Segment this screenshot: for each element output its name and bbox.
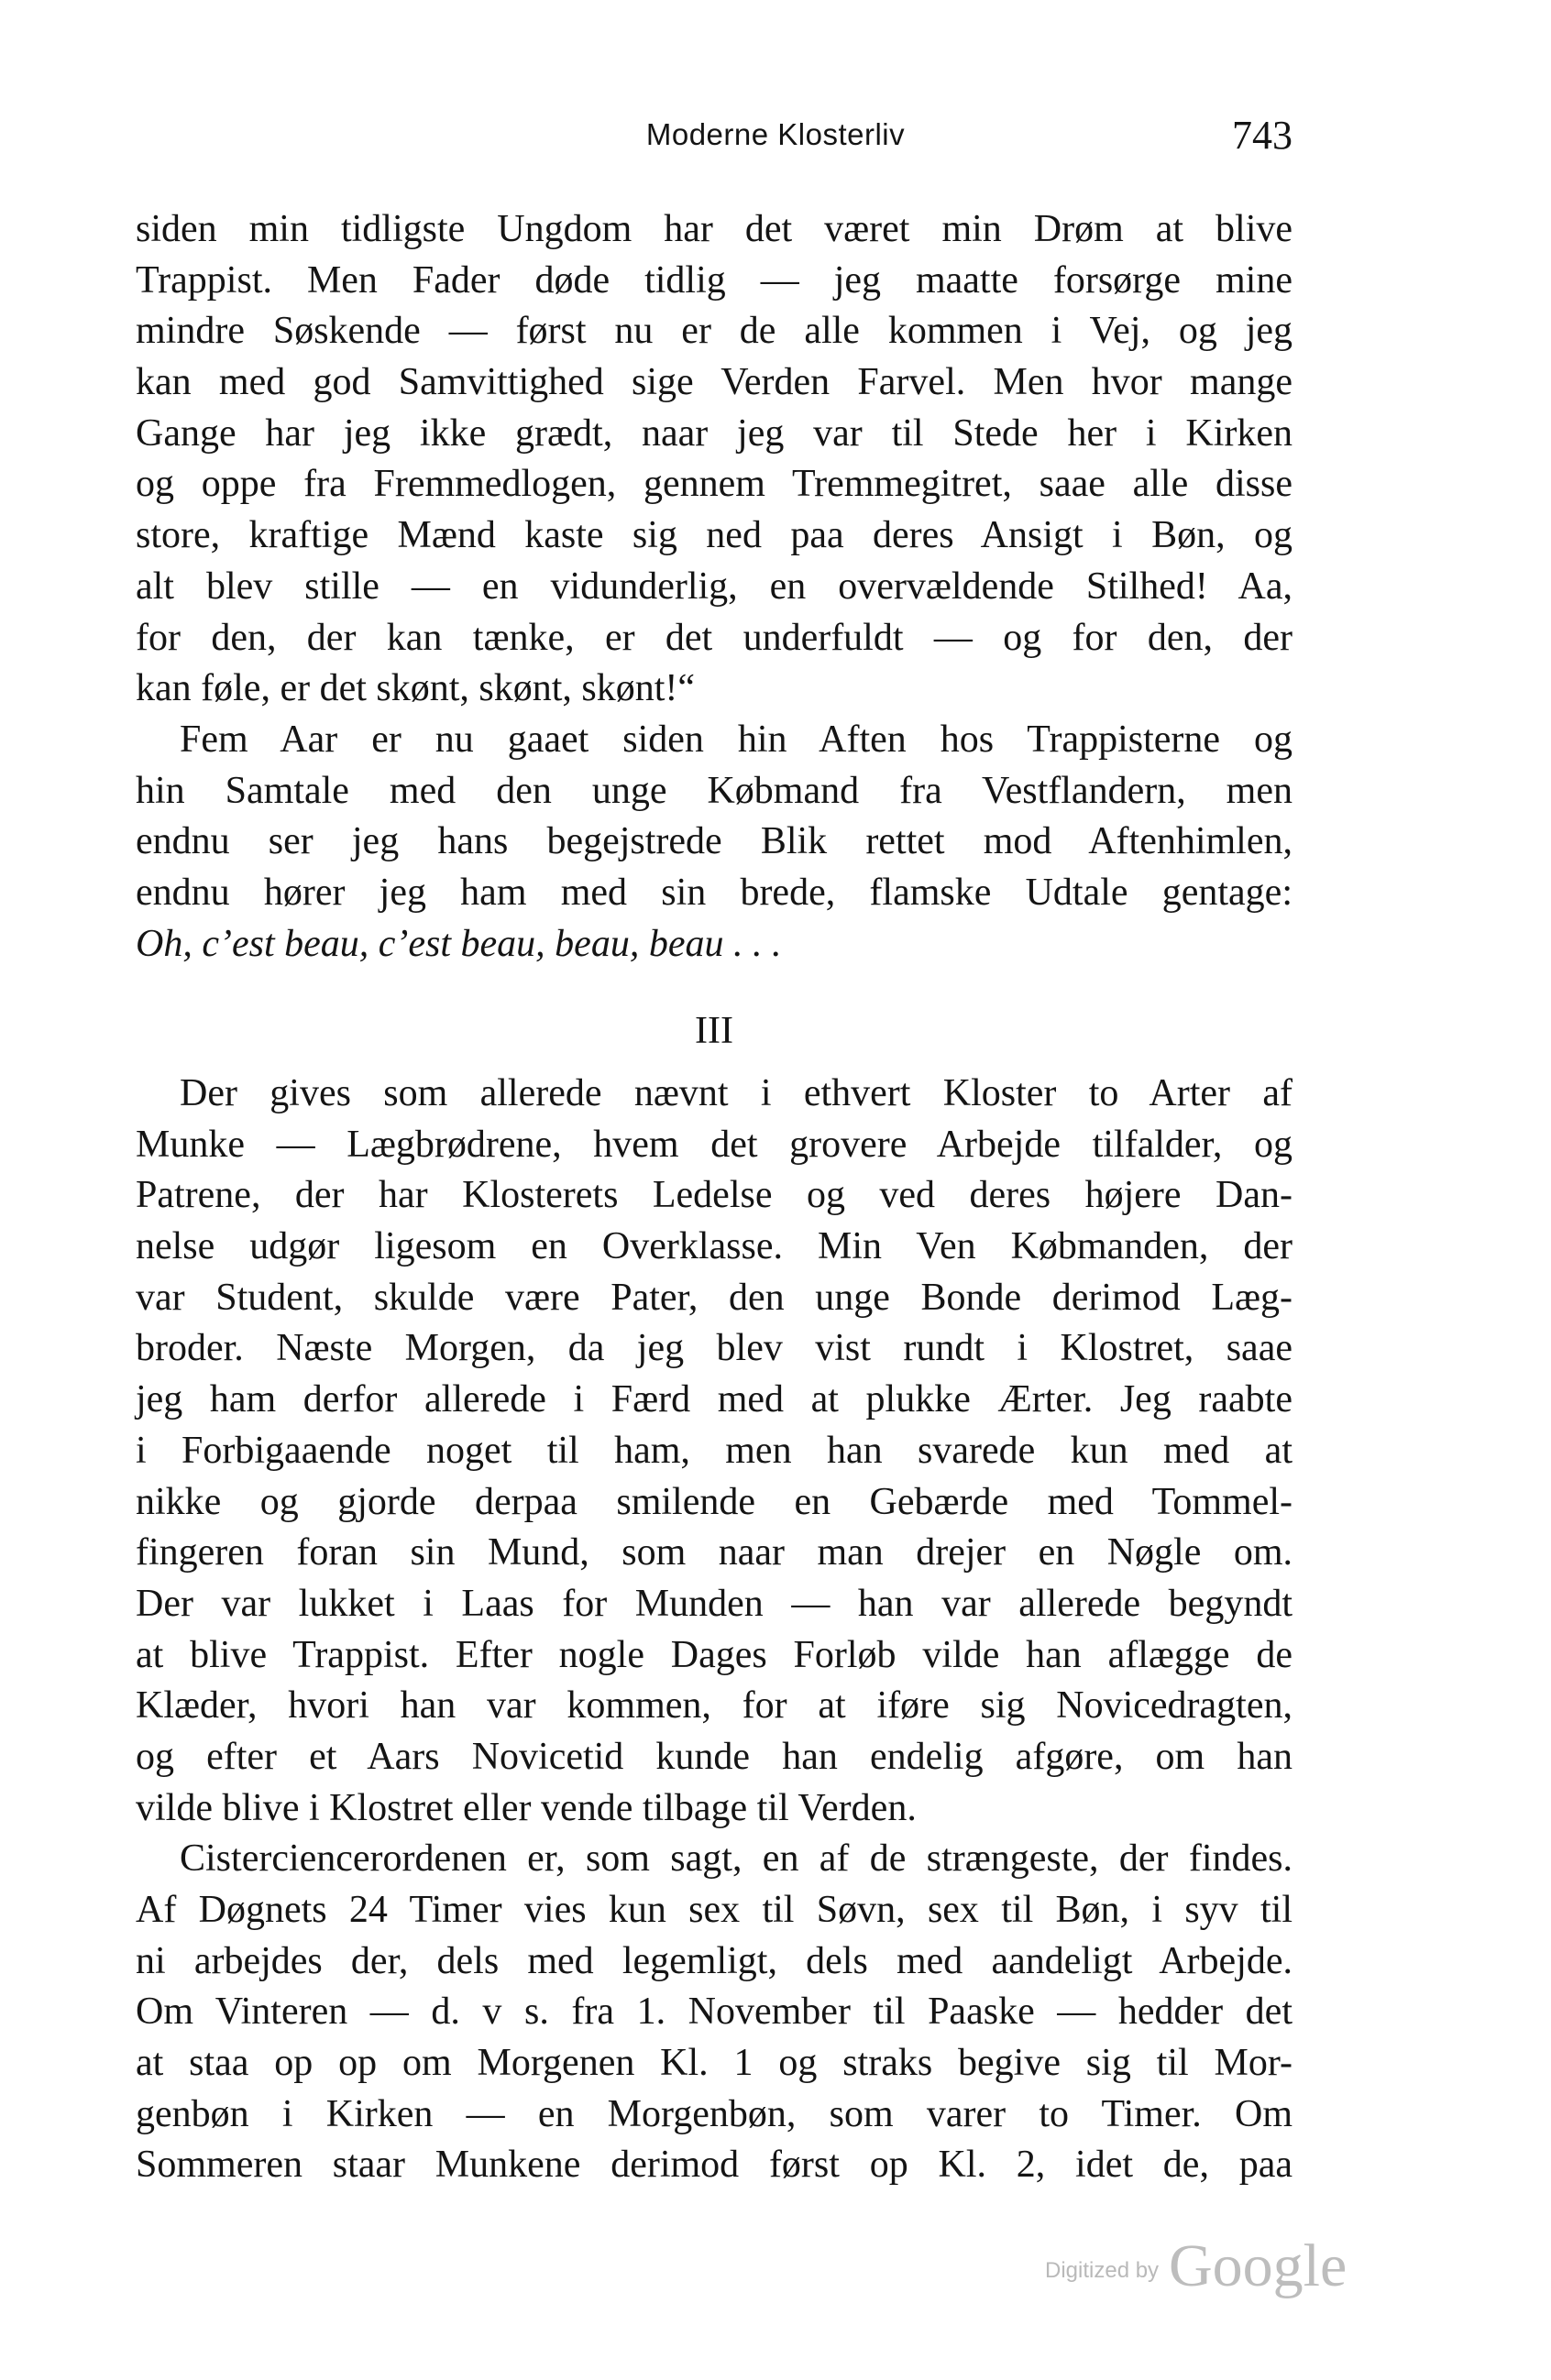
text-line: og efter et Aars Novicetid kunde han endelig afgøre, om han <box>136 1735 1292 1778</box>
text-line: broder. Næste Morgen, da jeg blev vist rundt i Klostret, saae <box>136 1327 1292 1370</box>
text-line: fingeren foran sin Mund, som naar man drejer en Nøgle om. <box>136 1531 1292 1574</box>
text-line: Af Døgnets 24 Timer vies kun sex til Søvn, sex til Bøn, i syv til <box>136 1889 1292 1931</box>
text-line: hin Samtale med den unge Købmand fra Vestflandern, men <box>136 769 1292 812</box>
text-line: genbøn i Kirken — en Morgenbøn, som varer to Timer. Om <box>136 2092 1292 2135</box>
text-line: ni arbejdes der, dels med legemligt, dels med aandeligt Arbejde. <box>136 1939 1292 1982</box>
text-line: og oppe fra Fremmedlogen, gennem Tremmegitret, saae alle disse <box>136 463 1292 506</box>
paragraph-start-line: Der gives som allerede nævnt i ethvert Kloster to Arter af <box>180 1072 1292 1114</box>
text-line: mindre Søskende — først nu er de alle kommen i Vej, og jeg <box>136 310 1292 353</box>
text-line: i Forbigaaende noget til ham, men han svarede kun med at <box>136 1429 1292 1472</box>
running-title: Moderne Klosterliv <box>645 117 906 151</box>
page-number: 743 <box>1232 113 1292 158</box>
text-line: for den, der kan tænke, er det underfuldt — og for den, der <box>136 616 1292 659</box>
paragraph-start-line: Fem Aar er nu gaaet siden hin Aften hos Trappisterne og <box>180 718 1292 761</box>
digitized-by-label: Digitized by <box>1045 2258 1160 2283</box>
text-line: Om Vinteren — d. v s. fra 1. November til Paaske — hedder det <box>136 1991 1292 2034</box>
italic-quote-line: Oh, c’est beau, c’est beau, beau, beau . . . <box>136 922 782 965</box>
google-logo: Google <box>1169 2232 1348 2299</box>
text-line: endnu ser jeg hans begejstrede Blik rettet mod Aftenhimlen, <box>136 820 1292 863</box>
paragraph-start-line: Cisterciencerordenen er, som sagt, en af de strængeste, der findes. <box>180 1837 1292 1881</box>
text-line: kan føle, er det skønt, skønt, skønt!“ <box>136 667 696 710</box>
section-heading: III <box>695 1010 733 1053</box>
body-text <box>136 204 1292 2191</box>
text-line: kan med god Samvittighed sige Verden Farvel. Men hvor mange <box>136 361 1292 404</box>
text-line: Trappist. Men Fader døde tidlig — jeg maatte forsørge mine <box>136 258 1292 302</box>
text-line: at blive Trappist. Efter nogle Dages Forløb vilde han aflægge de <box>136 1633 1292 1676</box>
text-line: nelse udgør ligesom en Overklasse. Min Ven Købmanden, der <box>136 1225 1292 1268</box>
text-line: at staa op op om Morgenen Kl. 1 og straks begive sig til Mor- <box>136 2042 1292 2085</box>
section-spacer <box>136 970 1292 1006</box>
text-line: alt blev stille — en vidunderlig, en overvældende Stilhed! Aa, <box>136 565 1292 608</box>
text-line: var Student, skulde være Pater, den unge Bonde derimod Læg- <box>136 1276 1292 1319</box>
text-line: jeg ham derfor allerede i Færd med at plukke Ærter. Jeg raabte <box>136 1378 1292 1421</box>
text-line: nikke og gjorde derpaa smilende en Gebærde med Tommel- <box>136 1480 1292 1523</box>
text-line: Patrene, der har Klosterets Ledelse og ved deres højere Dan- <box>136 1174 1292 1217</box>
text-line: endnu hører jeg ham med sin brede, flamske Udtale gentage: <box>136 871 1292 914</box>
text-line: Klæder, hvori han var kommen, for at iføre sig Novicedragten, <box>136 1684 1292 1727</box>
text-line: Munke — Lægbrødrene, hvem det grovere Arbejde tilfalder, og <box>136 1123 1292 1166</box>
text-line: siden min tidligste Ungdom har det været min Drøm at blive <box>136 208 1292 250</box>
text-line: Sommeren staar Munkene derimod først op Kl. 2, idet de, paa <box>136 2144 1292 2187</box>
text-line: store, kraftige Mænd kaste sig ned paa deres Ansigt i Bøn, og <box>136 514 1292 557</box>
section-spacer <box>136 1058 1292 1069</box>
page-header <box>0 112 1551 167</box>
text-line: Gange har jeg ikke grædt, naar jeg var til Stede her i Kirken <box>136 411 1292 455</box>
text-line: vilde blive i Klostret eller vende tilbage til Verden. <box>136 1786 917 1829</box>
text-line: Der var lukket i Laas for Munden — han var allerede begyndt <box>136 1582 1292 1625</box>
